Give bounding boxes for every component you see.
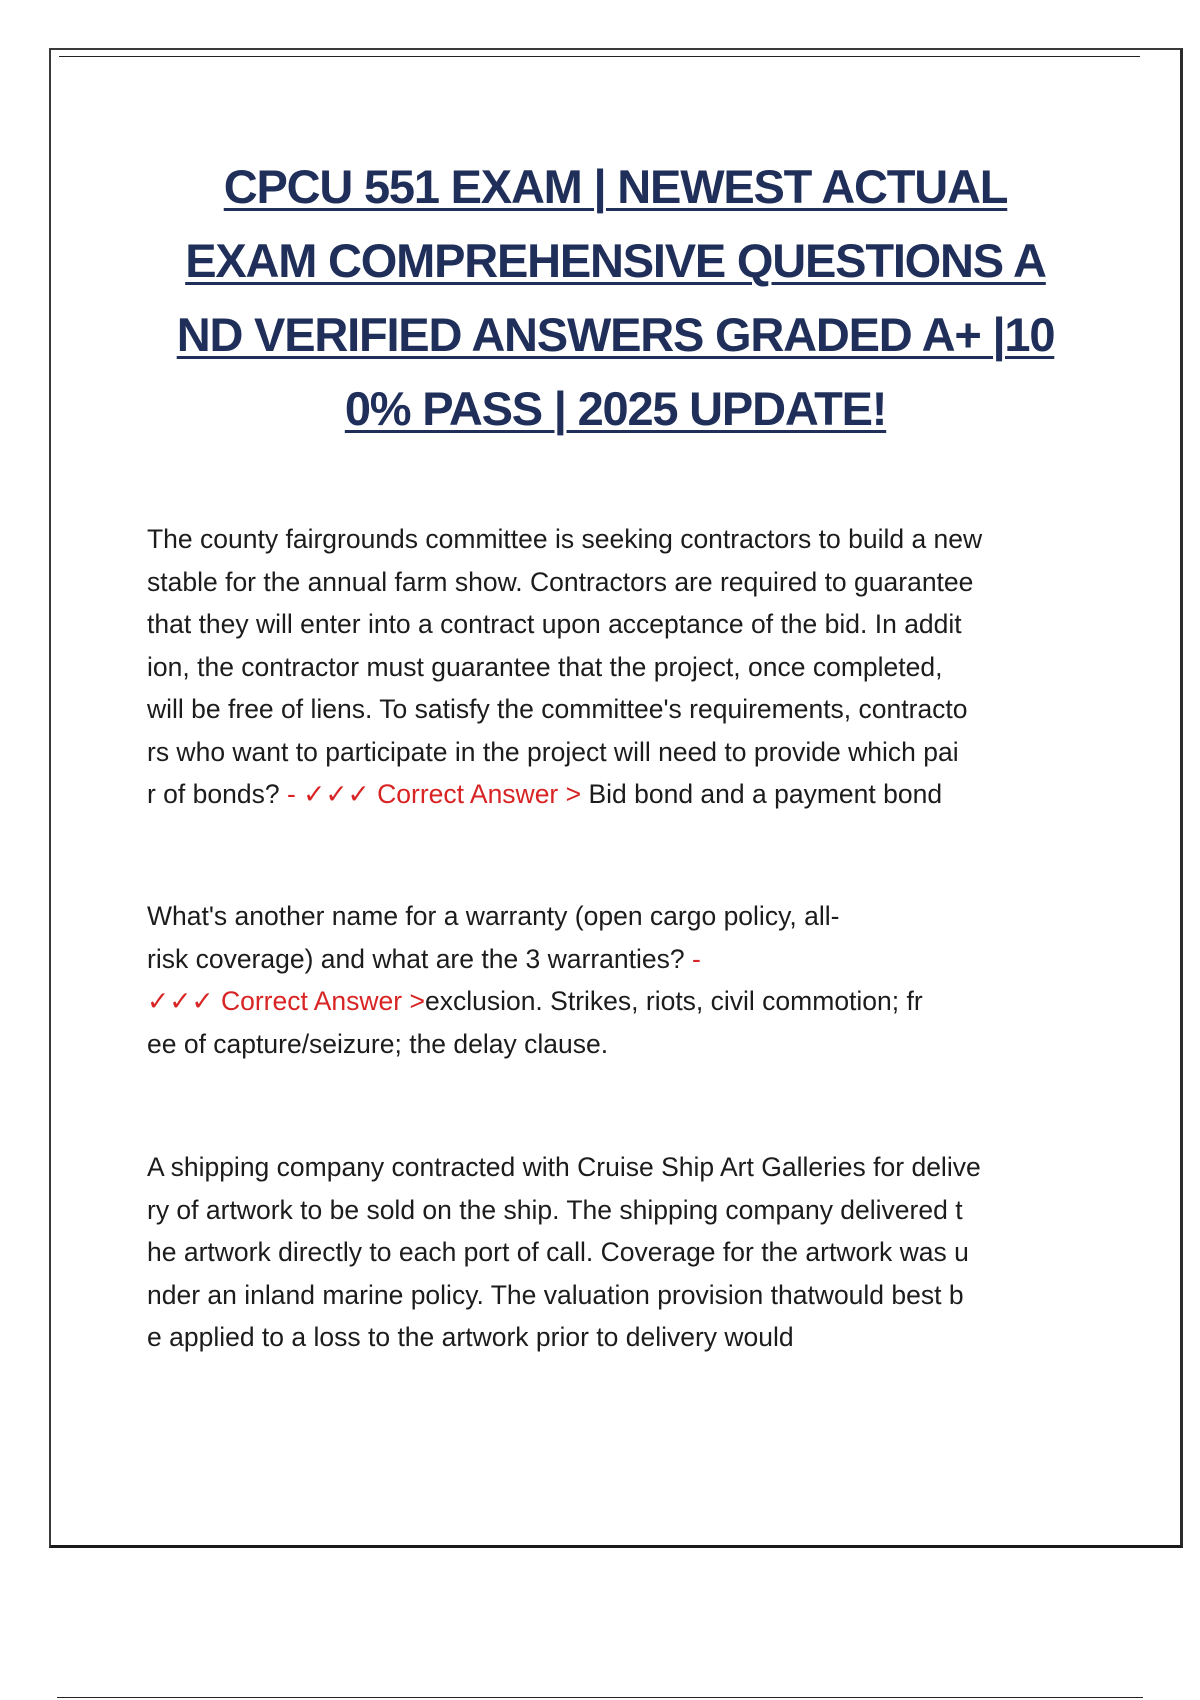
top-rule bbox=[59, 56, 1140, 57]
title-line: ND VERIFIED ANSWERS GRADED A+ |10 bbox=[176, 308, 1055, 361]
question-line: nder an inland marine policy. The valuation provision thatwould best b bbox=[147, 1279, 964, 1310]
question-block-3 bbox=[147, 1146, 1137, 1359]
page-frame bbox=[49, 48, 1183, 1548]
question-answer-line bbox=[147, 773, 1137, 816]
question-line: ion, the contractor must guarantee that the project, once completed, bbox=[147, 651, 943, 682]
correct-answer-marker: ✓✓✓ Correct Answer > bbox=[147, 986, 425, 1016]
question-line: The county fairgrounds committee is seeking contractors to build a new bbox=[147, 524, 983, 554]
correct-answer-marker: - ✓✓✓ Correct Answer > bbox=[286, 779, 582, 809]
question-line bbox=[147, 938, 1137, 981]
answer-line: ee of capture/seizure; the delay clause. bbox=[147, 1028, 609, 1059]
answer-text: Bid bond and a payment bond bbox=[581, 779, 943, 809]
question-text: risk coverage) and what are the 3 warranties? bbox=[147, 943, 692, 974]
question-line: will be free of liens. To satisfy the committee's requirements, contracto bbox=[147, 694, 968, 724]
document-title bbox=[151, 150, 1080, 446]
question-line: ry of artwork to be sold on the ship. The shipping company delivered t bbox=[147, 1194, 963, 1225]
question-line: rs who want to participate in the project will need to provide which pai bbox=[147, 736, 959, 767]
bottom-rule bbox=[57, 1697, 1143, 1698]
question-line: e applied to a loss to the artwork prior to delivery would bbox=[147, 1322, 794, 1352]
question-line: A shipping company contracted with Cruise Ship Art Galleries for delive bbox=[147, 1152, 981, 1182]
question-block-1 bbox=[147, 518, 1137, 816]
question-answer-line bbox=[147, 980, 1137, 1023]
question-line: stable for the annual farm show. Contractors are required to guarantee bbox=[147, 566, 974, 597]
question-text: r of bonds? bbox=[147, 779, 287, 809]
question-block-2 bbox=[147, 895, 1137, 1065]
title-line: CPCU 551 EXAM | NEWEST ACTUAL bbox=[223, 160, 1008, 213]
question-line: he artwork directly to each port of call. Coverage for the artwork was u bbox=[147, 1237, 969, 1267]
answer-text: exclusion. Strikes, riots, civil commotion; fr bbox=[424, 986, 923, 1016]
correct-answer-dash: - bbox=[692, 943, 701, 974]
question-line: What's another name for a warranty (open cargo policy, all- bbox=[147, 901, 840, 931]
title-line: EXAM COMPREHENSIVE QUESTIONS A bbox=[185, 234, 1046, 287]
title-line: 0% PASS | 2025 UPDATE! bbox=[344, 382, 887, 435]
question-line: that they will enter into a contract upon acceptance of the bid. In addit bbox=[147, 609, 962, 639]
